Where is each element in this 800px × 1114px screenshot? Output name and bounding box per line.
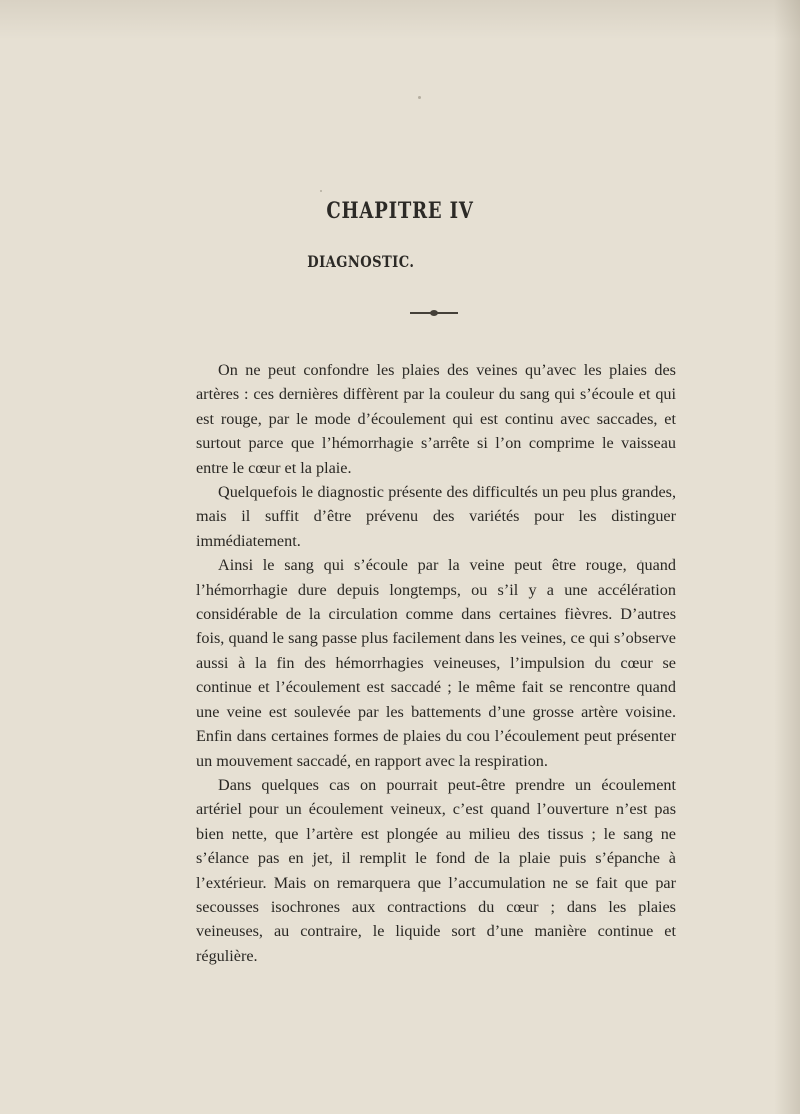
page-top-shadow [0, 0, 800, 40]
paragraph: Ainsi le sang qui s’écoule par la veine peut être rouge, quand l’hémorrhagie dure depuis longtemps, ou s’il y a une accélération considérable de la circulation comme dans certaines fièvres. D’autres fois, quand le sang passe plus facilement dans les veines, ce qui s’observe aussi à la fin des hémorrhagies veineuses, l’impulsion du cœur se continue et l’écoulement est saccadé ; le même fait se rencontre quand une veine est soulevée par les battements d’une grosse artère voisine. Enfin dans certaines formes de plaies du cou l’écoulement peut présenter un mouvement saccadé, en rapport avec la respiration. [196, 556, 676, 770]
page-edge-shadow [774, 0, 800, 1114]
paper-speck [418, 96, 421, 99]
paper-speck [320, 190, 322, 192]
paragraph: Quelquefois le diagnostic présente des difficultés un peu plus grandes, mais il suffit d’être prévenu des variétés pour les distinguer immédiatement. [196, 483, 676, 550]
body-text [196, 358, 676, 968]
section-title: DIAGNOSTIC. [307, 252, 415, 271]
chapter-title: CHAPITRE IV [326, 198, 474, 224]
paragraph: Dans quelques cas on pourrait peut-être prendre un écoulement artériel pour un écoulement veineux, c’est quand l’ouverture n’est pas bien nette, que l’artère est plongée au milieu des tissus ; le sang ne s’élance pas en jet, il remplit le fond de la plaie puis s’épanche à l’extérieur. Mais on remarquera que l’accumulation ne se fait que par secousses isochrones aux contractions du cœur ; dans les plaies veineuses, au contraire, le liquide sort d’une manière continue et régulière. [196, 775, 676, 965]
ornamental-rule [410, 312, 458, 314]
paragraph: On ne peut confondre les plaies des veines qu’avec les plaies des artères : ces dernières diffèrent par la couleur du sang qui s’écoule et qui est rouge, par le mode d’écoulement qui est continu avec saccades, et surtout parce que l’hémorrhagie s’arrête si l’on comprime le vaisseau entre le cœur et la plaie. [196, 361, 676, 477]
